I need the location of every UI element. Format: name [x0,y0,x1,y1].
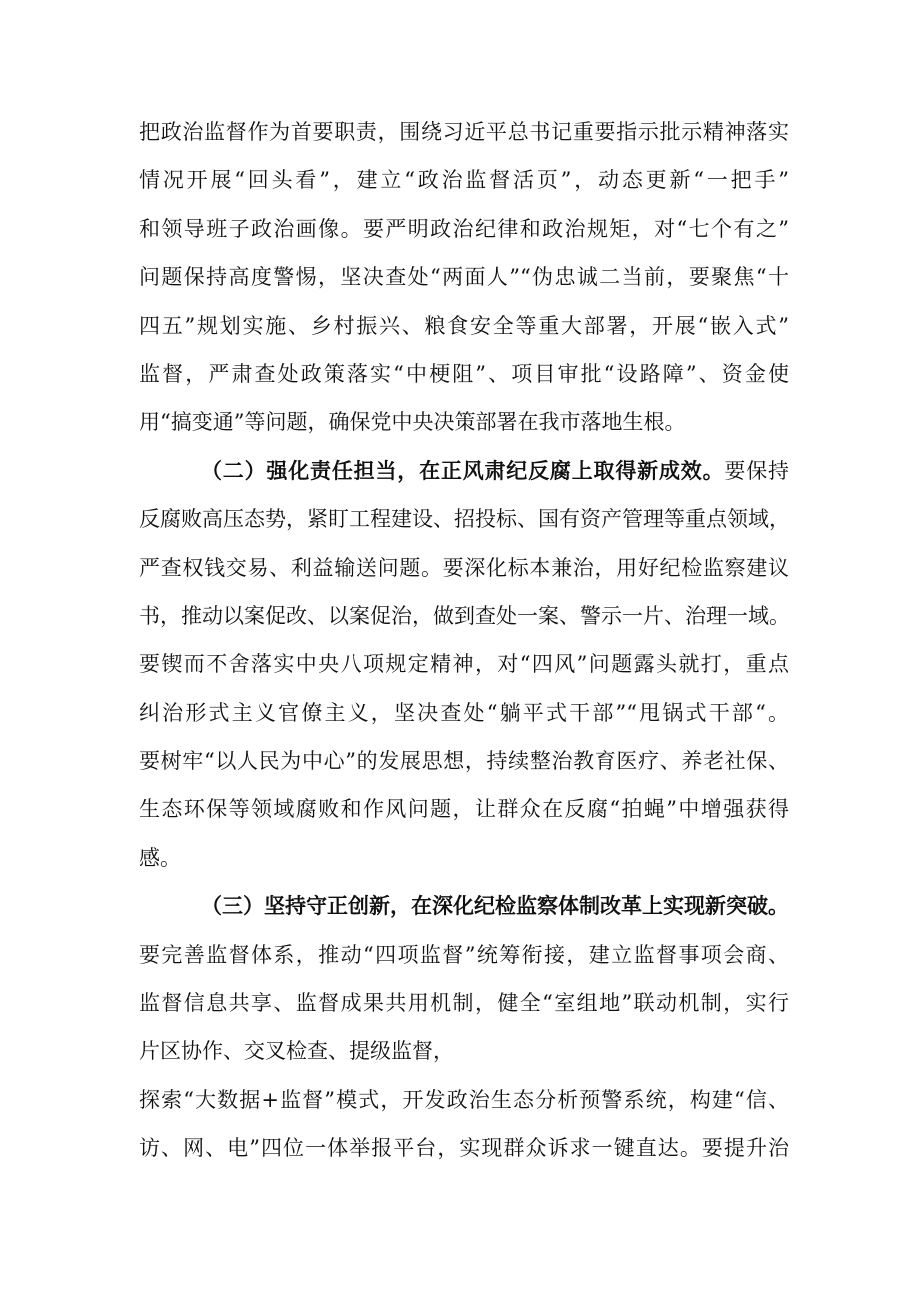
paragraph-1-line-3: 和领导班子政治画像。要严明政治纪律和政治规矩，对“七个有之” [139,216,789,241]
section-3-line-3: 监督信息共享、监督成果共用机制，健全“室组地”联动机制，实行 [139,991,789,1016]
section-2-line-9: 感。 [139,845,181,870]
paragraph-1-line-4: 问题保持高度警惕，坚决查处“两面人”“伪忠诚二当前，要聚焦“十 [139,265,789,290]
section-2-heading: （二）强化责任担当，在正风肃纪反腐上取得新成效。 [201,457,725,483]
section-2-line-7: 要树牢“以人民为中心”的发展思想，持续整治教育医疗、养老社保、 [139,749,789,774]
paragraph-1-line-2: 情况开展“回头看”，建立“政治监督活页”，动态更新“一把手” [139,168,789,193]
paragraph-1-line-7: 用“搞变通”等问题，确保党中央决策部署在我市落地生根。 [139,410,686,435]
section-2-line-8: 生态环保等领域腐败和作风问题，让群众在反腐“拍蝇”中增强获得 [139,797,789,822]
paragraph-1-line-5: 四五”规划实施、乡村振兴、粮食安全等重大部署，开展“嵌入式” [139,313,789,338]
section-2-line-2: 反腐败高压态势，紧盯工程建设、招投标、国有资产管理等重点领域， [139,507,790,532]
section-2-first-rest: 要保持 [724,458,790,483]
paragraph-1-line-6: 监督，严肃查处政策落实“中梗阻”、项目审批“设路障”、资金使 [139,361,789,386]
paragraph-1-line-1: 把政治监督作为首要职责，围绕习近平总书记重要指示批示精神落实 [139,120,789,144]
section-2-line-5: 要锲而不舍落实中央八项规定精神，对“四风”问题露头就打，重点 [139,652,789,677]
section-2-line-4: 书，推动以案促改、以案促治，做到查处一案、警示一片、治理一域。 [139,603,790,628]
document-body [139,108,789,1173]
section-3-line-5: 探索“大数据+监督”模式，开发政治生态分析预警系统，构建“信、 [139,1087,789,1112]
section-2-line-6: 纠治形式主义官僚主义，坚决查处“躺平式干部”“甩锅式干部“。 [139,700,789,725]
section-3-line-4: 片区协作、交叉检查、提级监督， [139,1039,454,1064]
section-3-heading: （三）坚持守正创新，在深化纪检监察体制改革上实现新突破。 [201,893,789,919]
section-2-first-line [139,447,789,495]
section-3-line-6: 访、网、电”四位一体举报平台，实现群众诉求一键直达。要提升治 [139,1136,789,1161]
section-3-line-2: 要完善监督体系，推动“四项监督”统筹衔接，建立监督事项会商、 [139,942,789,967]
section-2-line-3: 严查权钱交易、利益输送问题。要深化标本兼治，用好纪检监察建议 [139,555,789,580]
